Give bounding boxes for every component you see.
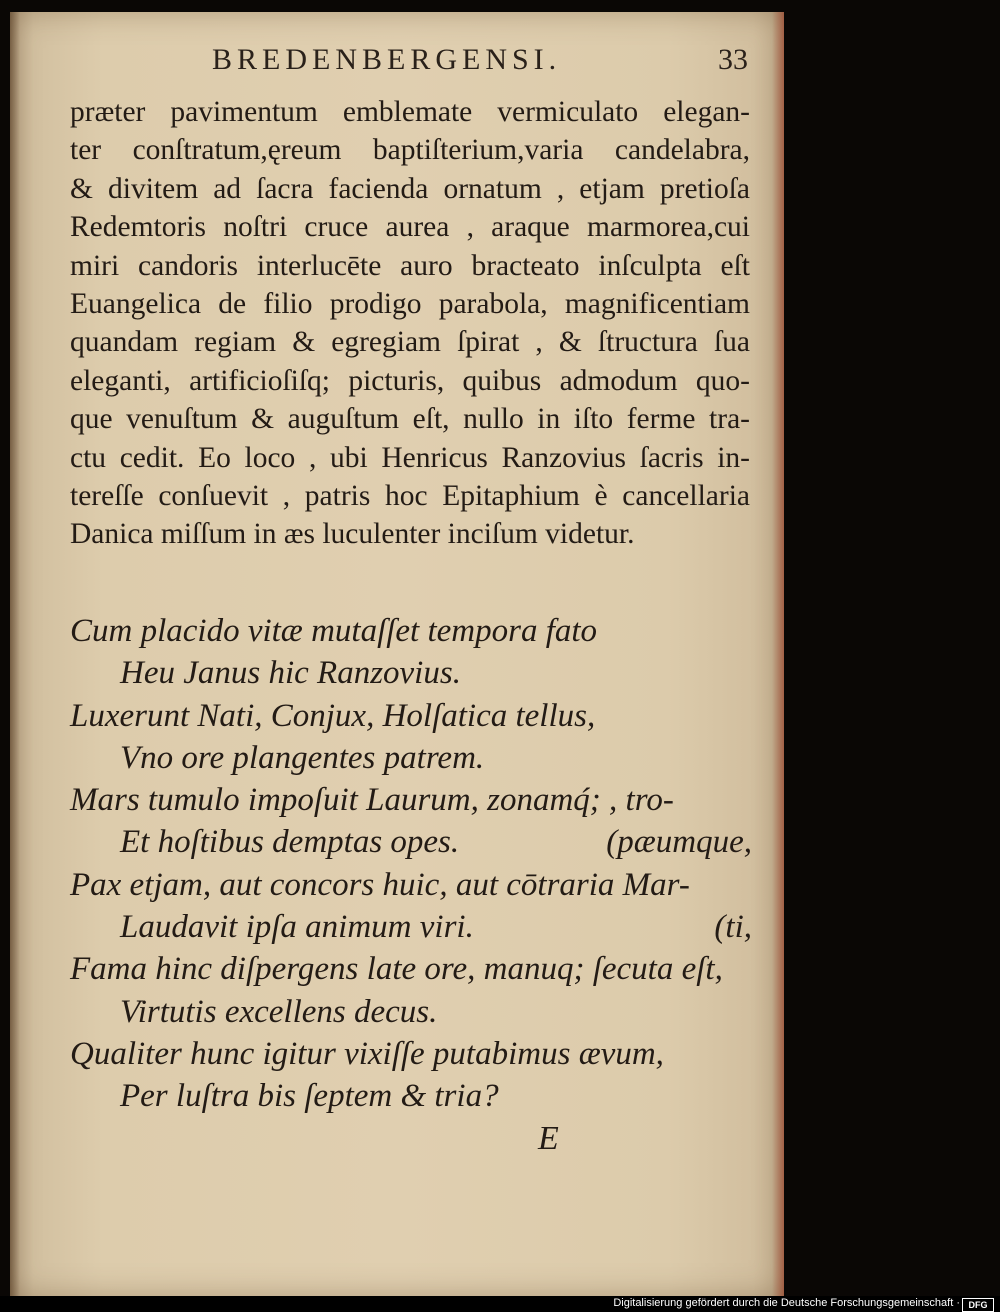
verse-line — [70, 991, 760, 1033]
verse-line-text: Vno ore plangentes patrem. — [120, 739, 485, 776]
verse-line-text: Mars tumulo impoſuit Laurum, zonamq́; , tro- — [70, 782, 674, 819]
prose-line: eleganti, artificioſiſq; picturis, quibus admodum quo- — [70, 364, 750, 397]
dfg-logo: DFG — [962, 1298, 994, 1312]
page-edge-right — [772, 12, 784, 1296]
verse-line — [70, 906, 760, 948]
verse-line-text: Heu Janus hic Ranzovius. — [120, 655, 461, 692]
verse-runover: (ti, — [714, 909, 752, 946]
prose-paragraph — [70, 93, 750, 554]
verse-line-text: Per luſtra bis ſeptem & tria? — [120, 1078, 499, 1115]
prose-line: Euangelica de filio prodigo parabola, magnificentiam — [70, 288, 750, 321]
page-edge-left — [10, 12, 20, 1296]
verse-line — [70, 610, 760, 652]
verse-line — [70, 652, 760, 694]
prose-line: que venuſtum & auguſtum eſt, nullo in iſto ferme tra- — [70, 403, 750, 436]
verse-line-text: Fama hinc diſpergens late ore, manuq; ſecuta eſt, — [70, 951, 723, 988]
verse-line — [70, 779, 760, 821]
verse-line — [70, 737, 760, 779]
verse-runover: (pæumque, — [606, 824, 752, 861]
prose-line: ter conſtratum,ęreum baptiſterium,varia candelabra, — [70, 134, 750, 167]
verse-line-text: Qualiter hunc igitur vixiſſe putabimus ævum, — [70, 1035, 664, 1072]
verse-line-text: Laudavit ipſa animum viri. — [120, 909, 474, 946]
prose-line: Redemtoris noſtri cruce aurea , araque marmorea,cui — [70, 211, 750, 244]
epitaph-verse — [70, 610, 760, 1118]
verse-line — [70, 948, 760, 990]
verse-line-text: Et hoſtibus demptas opes. — [120, 824, 460, 861]
funding-credit: Digitalisierung gefördert durch die Deutsche Forschungsgemeinschaft · — [613, 1297, 960, 1309]
prose-line: præter pavimentum emblemate vermiculato elegan- — [70, 96, 750, 128]
verse-line — [70, 1033, 760, 1075]
verse-line — [70, 864, 760, 906]
prose-line: & divitem ad ſacra facienda ornatum , etjam pretioſa — [70, 172, 750, 205]
catchword: E — [538, 1120, 559, 1157]
prose-line: quandam regiam & egregiam ſpirat , & ſtructura ſua — [70, 326, 750, 359]
prose-line: Danica miſſum in æs luculenter inciſum videtur. — [70, 518, 635, 551]
verse-line-text: Virtutis excellens decus. — [120, 993, 438, 1030]
verse-line — [70, 695, 760, 737]
verse-line-text: Luxerunt Nati, Conjux, Holſatica tellus, — [70, 697, 596, 734]
running-head: BREDENBERGENSI. — [212, 43, 562, 76]
prose-line: miri candoris interlucēte auro bracteato inſculpta eſt — [70, 249, 750, 282]
verse-line-text: Cum placido vitæ mutaſſet tempora fato — [70, 613, 598, 649]
footer-bar — [0, 1296, 1000, 1312]
verse-line — [70, 821, 760, 863]
page-number: 33 — [718, 43, 748, 76]
verse-line-text: Pax etjam, aut concors huic, aut cōtraria Mar- — [70, 866, 690, 903]
verse-line — [70, 1075, 760, 1117]
prose-line: tereſſe conſuevit , patris hoc Epitaphium è cancellaria — [70, 480, 750, 513]
prose-line: ctu cedit. Eo loco , ubi Henricus Ranzovius ſacris in- — [70, 441, 750, 474]
